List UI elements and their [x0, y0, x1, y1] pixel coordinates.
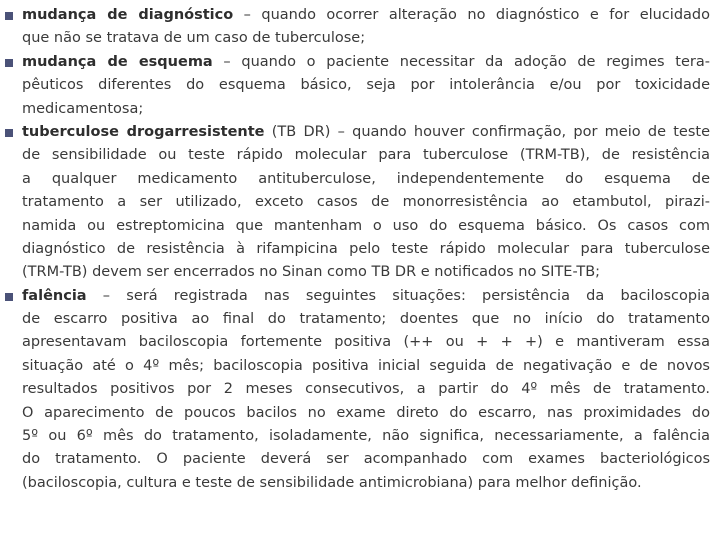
text-line: do tratamento. O paciente deverá ser acompanhado com exames bacteriológicos [22, 451, 710, 468]
text-line: medicamentosa; [22, 100, 144, 117]
text-line: (TRM-TB) devem ser encerrados no Sinan como TB DR e notificados no SITE-TB; [22, 264, 601, 281]
bullet-square-icon [5, 293, 13, 301]
text-line: apresentavam baciloscopia fortemente positiva (++ ou + + +) e mantiveram essa [22, 334, 710, 351]
bullet-square-icon [5, 129, 13, 137]
term-bold: falência [22, 287, 87, 304]
text-line: mudança de esquema – quando o paciente necessitar da adoção de regimes tera- [22, 53, 710, 70]
text-line: de escarro positiva ao final do tratamento; doentes que no início do tratamento [22, 311, 710, 328]
bullet-square-icon [5, 59, 13, 67]
text-line: namida ou estreptomicina que mantenham o uso do esquema básico. Os casos com [22, 217, 710, 234]
text-line: diagnóstico de resistência à rifampicina pelo teste rápido molecular para tuberculose [22, 240, 710, 257]
text-line: pêuticos diferentes do esquema básico, seja por intolerância e/ou por toxicidade [22, 77, 710, 94]
text-line: mudança de diagnóstico – quando ocorrer alteração no diagnóstico e for elucidado [22, 7, 710, 23]
list-item-mudanca-diagnostico [0, 4, 720, 51]
text-line: falência – será registrada nas seguintes situações: persistência da baciloscopia [22, 287, 710, 304]
list-item-tuberculose-drogarresistente [0, 121, 720, 285]
text-line: situação até o 4º mês; baciloscopia positiva inicial seguida de negativação e de novos [22, 357, 710, 374]
term-bold: tuberculose drogarresistente [22, 123, 265, 140]
text-line: que não se tratava de um caso de tuberculose; [22, 30, 366, 47]
text-line: tratamento a ser utilizado, exceto casos de monorresistência ao etambutol, pirazi- [22, 194, 710, 211]
list-item-falencia [0, 285, 720, 496]
text-line: a qualquer medicamento antituberculose, independentemente do esquema de [22, 170, 710, 187]
term-bold: mudança de esquema [22, 53, 213, 70]
bullet-square-icon [5, 12, 13, 20]
document-page [0, 4, 720, 540]
text-line: resultados positivos por 2 meses consecutivos, a partir do 4º mês de tratamento. [22, 381, 710, 398]
text-line: tuberculose drogarresistente (TB DR) – quando houver confirmação, por meio de teste [22, 123, 710, 140]
term-bold: mudança de diagnóstico [22, 7, 234, 23]
text-line: O aparecimento de poucos bacilos no exame direto do escarro, nas proximidades do [22, 404, 710, 421]
list-item-mudanca-esquema [0, 51, 720, 121]
text-line: (baciloscopia, cultura e teste de sensibilidade antimicrobiana) para melhor definição. [22, 474, 642, 491]
text-line: de sensibilidade ou teste rápido molecular para tuberculose (TRM-TB), de resistência [22, 147, 710, 164]
text-line: 5º ou 6º mês do tratamento, isoladamente, não significa, necessariamente, a falência [22, 428, 710, 445]
